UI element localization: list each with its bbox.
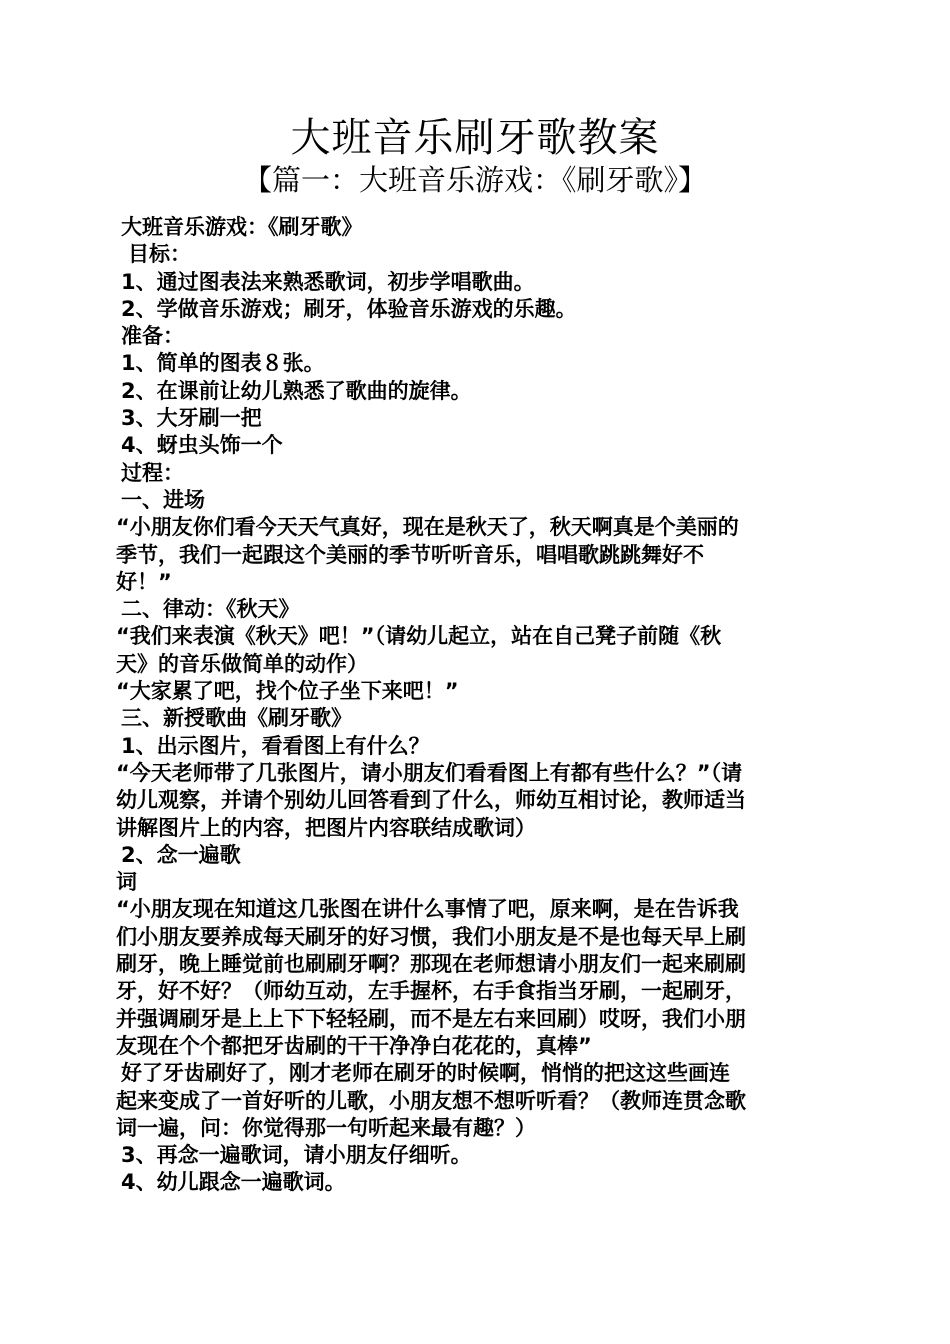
text-line: 好！” bbox=[116, 569, 172, 594]
text-line: 3、再念一遍歌词，请小朋友仔细听。 bbox=[121, 1143, 472, 1168]
text-line: 天》的音乐做简单的动作） bbox=[116, 651, 368, 676]
text-line: 幼儿观察，并请个别幼儿回答看到了什么，师幼互相讨论，教师适当 bbox=[116, 788, 746, 813]
text-line: 友现在个个都把牙齿刷的干干净净白花花的，真棒” bbox=[116, 1033, 592, 1058]
text-line: 4、蚜虫头饰一个 bbox=[121, 433, 283, 458]
document-subtitle: 【篇一：大班音乐游戏：《刷牙歌》】 bbox=[242, 163, 707, 197]
text-line: 过程： bbox=[121, 460, 184, 485]
text-line: 4、幼儿跟念一遍歌词。 bbox=[121, 1170, 346, 1195]
text-line: 2、在课前让幼儿熟悉了歌曲的旋律。 bbox=[121, 378, 472, 403]
text-line: “大家累了吧，找个位子坐下来吧！” bbox=[116, 679, 459, 704]
text-line: 大班音乐游戏：《刷牙歌》 bbox=[121, 215, 363, 239]
text-line: 准备： bbox=[121, 324, 184, 349]
text-line: 2、念一遍歌 bbox=[121, 842, 241, 867]
document-body bbox=[116, 214, 840, 1197]
text-line: 3、大牙刷一把 bbox=[121, 406, 262, 431]
text-line: 目标： bbox=[128, 242, 191, 267]
text-line: 1、出示图片，看看图上有什么？ bbox=[121, 733, 430, 758]
text-line: 好了牙齿刷好了，刚才老师在刷牙的时候啊，悄悄的把这这些画连 bbox=[121, 1061, 730, 1086]
text-line: “小朋友你们看今天天气真好，现在是秋天了，秋天啊真是个美丽的 bbox=[116, 515, 739, 540]
document-title: 大班音乐刷牙歌教案 bbox=[290, 115, 660, 161]
text-line: 季节，我们一起跟这个美丽的季节听听音乐，唱唱歌跳跳舞好不 bbox=[116, 542, 704, 567]
text-line: 三、新授歌曲《刷牙歌》 bbox=[121, 706, 352, 731]
text-line: 二、律动：《秋天》 bbox=[121, 597, 300, 622]
text-line: 们小朋友要养成每天刷牙的好习惯，我们小朋友是不是也每天早上刷 bbox=[116, 924, 746, 949]
text-line: 词 bbox=[116, 870, 137, 895]
text-line: 并强调刷牙是上上下下轻轻刷，而不是左右来回刷）哎呀，我们小朋 bbox=[116, 1006, 746, 1031]
text-line: 1、通过图表法来熟悉歌词，初步学唱歌曲。 bbox=[121, 269, 535, 294]
text-line: 1、简单的图表８张。 bbox=[121, 351, 325, 376]
text-line: 一、进场 bbox=[121, 487, 205, 512]
text-line: 刷牙，晚上睡觉前也刷刷牙啊？那现在老师想请小朋友们一起来刷刷 bbox=[116, 952, 746, 977]
text-line: 起来变成了一首好听的儿歌，小朋友想不想听听看？（教师连贯念歌 bbox=[116, 1088, 746, 1113]
text-line: 讲解图片上的内容，把图片内容联结成歌词） bbox=[116, 815, 536, 840]
text-line: 牙，好不好？（师幼互动，左手握杯，右手食指当牙刷，一起刷牙， bbox=[116, 979, 746, 1004]
text-line: “今天老师带了几张图片，请小朋友们看看图上有都有些什么？”（请 bbox=[116, 760, 743, 785]
text-line: 2、学做音乐游戏；刷牙，体验音乐游戏的乐趣。 bbox=[121, 296, 577, 321]
text-line: “小朋友现在知道这几张图在讲什么事情了吧，原来啊，是在告诉我 bbox=[116, 897, 739, 922]
text-line: “我们来表演《秋天》吧！”（请幼儿起立，站在自己凳子前随《秋 bbox=[116, 624, 722, 649]
text-line: 词一遍，问：你觉得那一句听起来最有趣？） bbox=[116, 1115, 536, 1140]
